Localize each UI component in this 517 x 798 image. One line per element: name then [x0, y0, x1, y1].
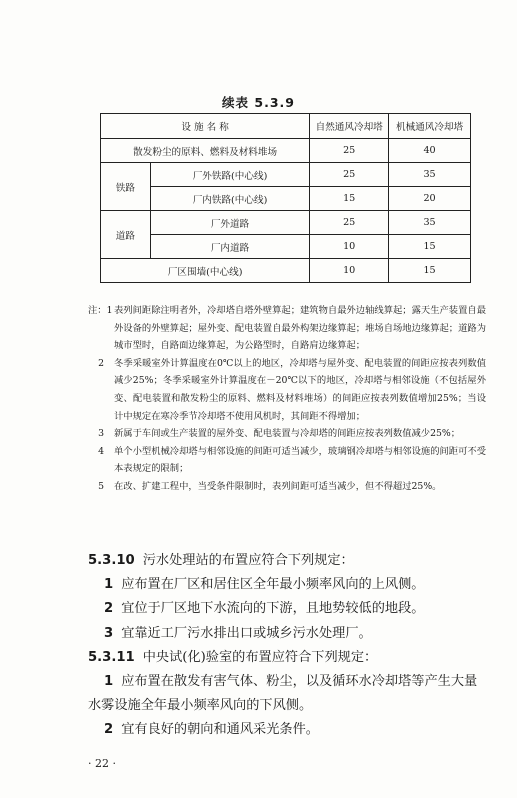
table-row [101, 211, 471, 235]
table-header-row [101, 114, 471, 139]
notes-prefix: 注： [88, 305, 107, 316]
clause-number: 5.3.10 [88, 553, 135, 568]
row-value-mechanical: 15 [389, 235, 471, 259]
note-number: 3 [98, 428, 104, 440]
page-number: · 22 · [88, 757, 116, 770]
note-item [88, 355, 486, 425]
clause-title: 中央试(化)验室的布置应符合下列规定： [142, 649, 378, 665]
row-group-road: 道路 [101, 211, 151, 259]
row-group-railway: 铁路 [101, 163, 151, 211]
table-row [101, 187, 471, 211]
row-value-natural: 10 [310, 235, 389, 259]
row-label: 厂外铁路(中心线) [150, 163, 309, 187]
table-row [101, 163, 471, 187]
item-number: 1 [104, 577, 114, 593]
item-text: 宜位于厂区地下水流向的下游，且地势较低的地段。 [121, 601, 425, 617]
row-label: 厂内铁路(中心线) [150, 187, 309, 211]
item-text: 宜有良好的朝向和通风采光条件。 [121, 722, 319, 738]
item-text: 应布置在散发有害气体、粉尘，以及循环水冷却塔等产生大量水雾设施全年最小频率风向的下风侧。 [88, 674, 478, 714]
row-value-natural: 10 [310, 259, 389, 283]
table-row [101, 259, 471, 283]
row-value-mechanical: 35 [389, 211, 471, 235]
row-value-natural: 25 [310, 163, 389, 187]
note-text: 单个小型机械冷却塔与相邻设施的间距可适当减少，玻璃钢冷却塔与相邻设施的间距可不受本表规定的限制； [114, 445, 486, 475]
item-number: 1 [104, 674, 114, 690]
row-value-natural: 15 [310, 187, 389, 211]
item-text: 应布置在厂区和居住区全年最小频率风向的上风侧。 [121, 577, 425, 593]
note-number: 4 [98, 445, 104, 457]
note-text: 表列间距除注明者外，冷却塔自塔外壁算起；建筑物自最外边轴线算起；露天生产装置自最外设备的外壁算起；屋外变、配电装置自最外构架边缘算起；堆场自场地边缘算起；道路为城市型时，自路面边缘算起，为公路型时，自路肩边缘算起； [114, 305, 486, 352]
clause-heading [88, 549, 486, 573]
row-label: 厂区围墙(中心线) [101, 259, 310, 283]
clause-item [88, 597, 486, 621]
item-text: 宜靠近工厂污水排出口或城乡污水处理厂。 [121, 625, 372, 641]
note-text: 在改、扩建工程中，当受条件限制时，表列间距可适当减少，但不得超过25%。 [114, 480, 442, 492]
header-facility-name: 设 施 名 称 [101, 114, 310, 139]
row-label: 厂内道路 [150, 235, 309, 259]
row-value-mechanical: 35 [389, 163, 471, 187]
table-row [101, 139, 471, 163]
note-item [88, 478, 486, 496]
row-label: 散发粉尘的原料、燃料及材料堆场 [101, 139, 310, 163]
row-value-natural: 25 [310, 211, 389, 235]
clause-item [88, 670, 486, 718]
note-item [88, 302, 486, 355]
header-natural-draft: 自然通风冷却塔 [310, 114, 389, 139]
row-value-natural: 25 [310, 139, 389, 163]
note-number: 1 [106, 305, 113, 316]
header-mechanical-draft: 机械通风冷却塔 [389, 114, 471, 139]
item-number: 2 [104, 601, 114, 617]
item-number: 3 [104, 625, 114, 641]
note-text: 冬季采暖室外计算温度在0℃以上的地区，冷却塔与屋外变、配电装置的间距应按表列数值减少25%；冬季采暖室外计算温度在－20℃以下的地区，冷却塔与相邻设施（不包括屋外变、配电装置和散发粉尘的原料、燃料及材料堆场）的间距应按表列数值增加25%；当设计中规定在寒冷季节冷却塔不使用风机时，其间距不得增加； [114, 357, 486, 422]
spacing-table [100, 113, 471, 283]
row-label: 厂外道路 [150, 211, 309, 235]
note-item [88, 425, 486, 443]
row-value-mechanical: 15 [389, 259, 471, 283]
clause-number: 5.3.11 [88, 649, 135, 665]
table-notes [88, 302, 486, 496]
row-value-mechanical: 40 [389, 139, 471, 163]
note-item [88, 443, 486, 478]
clauses-section [88, 549, 486, 743]
clause-item [88, 718, 486, 742]
item-number: 2 [104, 722, 114, 738]
note-number: 5 [98, 480, 104, 492]
row-value-mechanical: 20 [389, 187, 471, 211]
note-text: 新属于车间或生产装置的屋外变、配电装置与冷却塔的间距应按表列数值减少25%； [114, 428, 461, 440]
note-number: 2 [98, 357, 104, 369]
clause-heading [88, 646, 486, 670]
clause-item [88, 622, 486, 646]
clause-title: 污水处理站的布置应符合下列规定： [142, 553, 354, 568]
table-row [101, 235, 471, 259]
clause-item [88, 573, 486, 597]
table-caption: 续表 5.3.9 [222, 95, 295, 110]
